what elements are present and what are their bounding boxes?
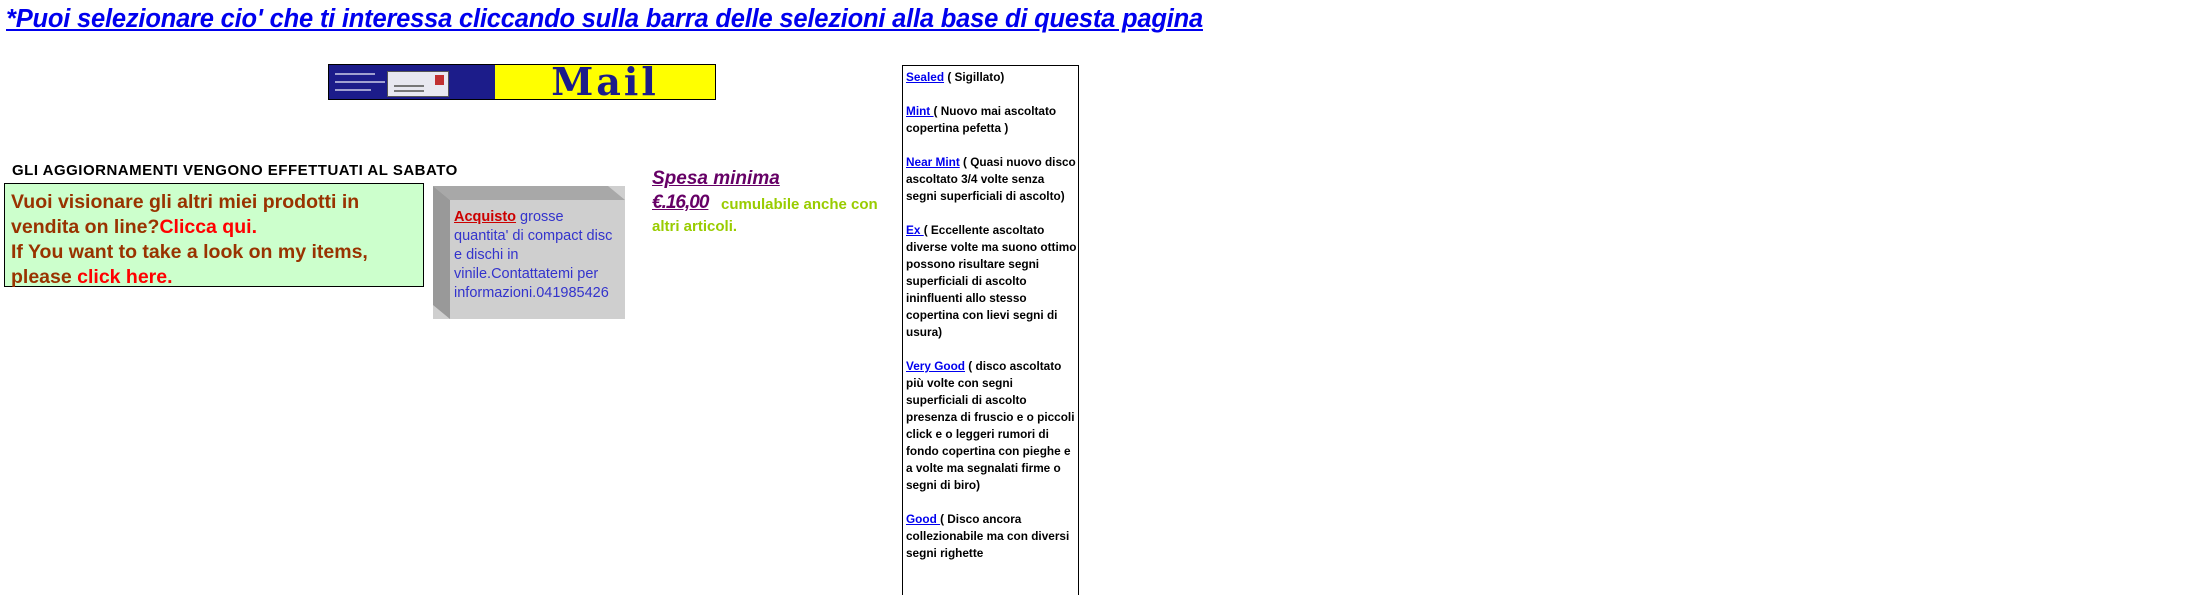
clicca-qui-link[interactable]: Clicca qui	[159, 216, 252, 238]
grade-link[interactable]: Very Good	[906, 359, 966, 373]
grade-link[interactable]: Mint	[906, 104, 934, 118]
minimum-spend-label: Spesa minima	[652, 168, 780, 189]
other-products-line-2: vendita on line?Clicca qui.	[11, 216, 257, 238]
minimum-spend-note-continued: altri articoli.	[652, 218, 738, 235]
mail-banner[interactable]	[328, 64, 716, 100]
bulk-purchase-text: Acquisto grosse quantita' di compact disc e dischi in vinile.Contattatemi per informazioni.041985426	[454, 209, 613, 301]
mail-banner-label: Mail	[491, 65, 715, 99]
grading-entry: Good ( Disco ancora collezionabile ma con diversi segni righette	[906, 512, 1070, 560]
other-products-line-1: Vuoi visionare gli altri miei prodotti in	[11, 191, 360, 213]
grade-link[interactable]: Sealed	[906, 70, 945, 84]
updates-note: GLI AGGIORNAMENTI VENGONO EFFETTUATI AL SABATO	[12, 162, 458, 179]
grading-legend	[902, 65, 1079, 595]
click-here-link[interactable]: click here	[77, 266, 168, 288]
minimum-spend-note: cumulabile anche con	[721, 196, 878, 213]
grading-entry: Very Good ( disco ascoltato più volte con segni superficiali di ascolto presenza di fruscio e o piccoli click e o leggeri rumori di fondo copertina con pieghe e a volte ma segnalati firme o segni di biro)	[906, 359, 1075, 492]
grading-entry: Ex ( Eccellente ascoltato diverse volte ma suono ottimo possono risultare segni superficiali di ascolto ininfluenti allo stesso copertina con lievi segni di usura)	[906, 223, 1077, 339]
grade-link[interactable]: Good	[906, 512, 941, 526]
minimum-spend-amount: €.16,00	[652, 192, 709, 213]
grading-entry: Mint ( Nuovo mai ascoltato copertina pefetta )	[906, 104, 1057, 135]
acquisto-link[interactable]: Acquisto	[454, 209, 517, 225]
bulk-purchase-box	[433, 186, 625, 319]
grading-entry: Near Mint ( Quasi nuovo disco ascoltato 3/4 volte senza segni superficiali di ascolto)	[906, 155, 1076, 203]
other-products-line-4: please click here.	[11, 266, 173, 288]
other-products-line-3: If You want to take a look on my items,	[11, 241, 368, 263]
mail-envelope-icon	[329, 65, 491, 99]
other-products-box	[4, 183, 424, 287]
grade-link[interactable]: Ex	[906, 223, 924, 237]
grading-entry: Sealed ( Sigillato)	[906, 70, 1005, 84]
grade-link[interactable]: Near Mint	[906, 155, 960, 169]
selection-hint-link[interactable]: *Puoi selezionare cio' che ti interessa cliccando sulla barra delle selezioni alla base di questa pagina	[6, 5, 1203, 33]
